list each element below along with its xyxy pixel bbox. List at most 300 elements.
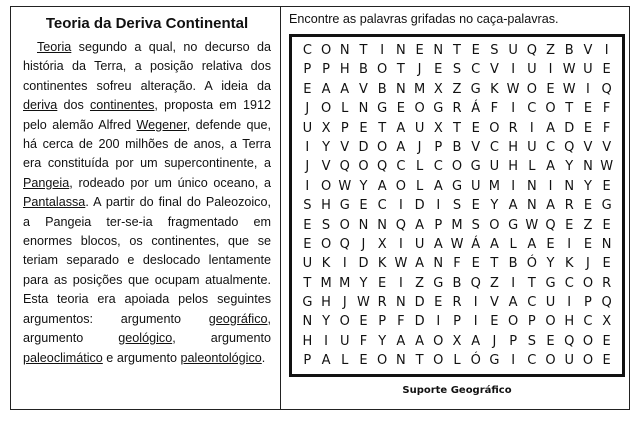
- grid-letter[interactable]: Q: [564, 139, 575, 155]
- grid-letter[interactable]: G: [451, 178, 463, 194]
- text-segment: , rodeado por um único oceano, a: [69, 175, 271, 190]
- grid-letter[interactable]: A: [415, 333, 425, 349]
- grid-letter[interactable]: B: [377, 81, 387, 97]
- grid-letter[interactable]: U: [470, 178, 481, 194]
- grid-letter[interactable]: I: [511, 101, 516, 117]
- grid-letter[interactable]: H: [339, 62, 350, 78]
- grid-letter[interactable]: A: [433, 178, 443, 194]
- grid-letter[interactable]: I: [324, 333, 328, 349]
- grid-letter[interactable]: Z: [489, 275, 499, 291]
- grid-letter[interactable]: A: [396, 139, 406, 155]
- grid-letter[interactable]: N: [396, 43, 406, 58]
- grid-letter[interactable]: Q: [526, 43, 537, 58]
- grid-letter[interactable]: R: [377, 295, 387, 311]
- grid-letter[interactable]: N: [433, 43, 444, 58]
- grid-letter[interactable]: V: [340, 139, 350, 155]
- grid-letter[interactable]: G: [302, 295, 313, 311]
- grid-letter[interactable]: A: [546, 120, 555, 136]
- grid-letter[interactable]: Á: [471, 101, 481, 117]
- grid-letter[interactable]: R: [452, 101, 462, 117]
- grid-letter[interactable]: U: [508, 43, 518, 58]
- grid-letter[interactable]: B: [452, 275, 462, 291]
- grid-letter[interactable]: C: [527, 353, 537, 369]
- grid-letter[interactable]: C: [545, 139, 556, 155]
- grid-letter[interactable]: I: [529, 120, 534, 136]
- grid-letter[interactable]: U: [302, 256, 313, 272]
- grid-letter[interactable]: E: [359, 198, 368, 214]
- grid-letter[interactable]: N: [433, 256, 444, 272]
- grid-letter[interactable]: E: [546, 236, 555, 252]
- grid-letter[interactable]: R: [602, 275, 612, 291]
- grid-letter[interactable]: T: [527, 275, 536, 291]
- keyword: Teoria: [37, 40, 72, 54]
- grid-letter[interactable]: J: [305, 101, 310, 117]
- grid-letter[interactable]: Y: [378, 333, 387, 349]
- grid-letter[interactable]: R: [508, 120, 518, 136]
- grid-letter[interactable]: E: [583, 236, 593, 252]
- grid-letter[interactable]: W: [600, 159, 614, 175]
- grid-letter[interactable]: O: [545, 353, 556, 369]
- grid-letter[interactable]: N: [564, 178, 575, 194]
- grid-letter[interactable]: A: [527, 236, 537, 252]
- grid-letter[interactable]: U: [414, 120, 425, 136]
- grid-letter[interactable]: S: [452, 198, 462, 214]
- grid-letter[interactable]: N: [396, 353, 406, 369]
- grid-letter[interactable]: I: [548, 178, 553, 194]
- grid-letter[interactable]: O: [320, 236, 332, 252]
- caption: Suporte Geográfico: [402, 385, 512, 396]
- grid-letter[interactable]: E: [303, 217, 312, 233]
- grid-letter[interactable]: G: [601, 198, 612, 214]
- grid-letter[interactable]: U: [414, 236, 425, 252]
- grid-letter[interactable]: O: [507, 314, 519, 330]
- grid-letter[interactable]: N: [377, 217, 388, 233]
- grid-letter[interactable]: I: [473, 295, 478, 311]
- grid-letter[interactable]: P: [303, 62, 312, 78]
- worksheet-frame: [10, 6, 630, 410]
- grid-letter[interactable]: E: [359, 120, 368, 136]
- grid-letter[interactable]: O: [582, 353, 594, 369]
- grid-letter[interactable]: O: [395, 178, 406, 194]
- grid-letter[interactable]: T: [396, 62, 405, 78]
- grid-letter[interactable]: O: [377, 353, 388, 369]
- grid-letter[interactable]: O: [526, 81, 537, 97]
- grid-letter[interactable]: I: [567, 295, 572, 311]
- grid-letter[interactable]: A: [321, 81, 331, 97]
- text-panel: [11, 7, 281, 409]
- grid-letter[interactable]: A: [508, 198, 518, 214]
- grid-letter[interactable]: E: [471, 256, 480, 272]
- grid-letter[interactable]: J: [417, 62, 422, 78]
- grid-letter[interactable]: A: [433, 236, 443, 252]
- grid-letter[interactable]: Q: [470, 275, 481, 291]
- grid-letter[interactable]: L: [341, 353, 349, 369]
- grid-letter[interactable]: H: [564, 314, 575, 330]
- grid-letter[interactable]: O: [489, 120, 500, 136]
- grid-letter[interactable]: W: [450, 236, 464, 252]
- grid-letter[interactable]: W: [338, 178, 352, 194]
- grid-letter[interactable]: O: [320, 178, 332, 194]
- grid-letter[interactable]: P: [453, 314, 461, 330]
- grid-letter[interactable]: N: [358, 101, 369, 117]
- grid-letter[interactable]: I: [305, 178, 310, 194]
- grid-letter[interactable]: M: [339, 275, 351, 291]
- grid-letter[interactable]: P: [340, 120, 349, 136]
- grid-letter[interactable]: T: [490, 256, 499, 272]
- grid-letter[interactable]: X: [321, 120, 331, 136]
- grid-letter[interactable]: N: [583, 159, 593, 175]
- grid-letter[interactable]: G: [433, 275, 444, 291]
- grid-letter[interactable]: B: [508, 256, 518, 272]
- grid-letter[interactable]: E: [602, 217, 611, 233]
- grid-letter[interactable]: A: [377, 178, 387, 194]
- grid-letter[interactable]: P: [434, 139, 443, 155]
- grid-letter[interactable]: N: [302, 314, 313, 330]
- grid-letter[interactable]: G: [433, 101, 444, 117]
- grid-letter[interactable]: E: [565, 217, 574, 233]
- grid-letter[interactable]: E: [602, 178, 611, 194]
- grid-letter[interactable]: B: [564, 43, 574, 58]
- grid-letter[interactable]: B: [452, 139, 462, 155]
- grid-letter[interactable]: Z: [452, 81, 462, 97]
- grid-letter[interactable]: E: [602, 353, 611, 369]
- grid-letter[interactable]: D: [414, 198, 425, 214]
- grid-letter[interactable]: S: [490, 43, 499, 58]
- grid-letter[interactable]: Q: [339, 159, 350, 175]
- grid-letter[interactable]: E: [434, 62, 443, 78]
- keyword: Wegener: [136, 117, 187, 132]
- grid-letter[interactable]: T: [453, 43, 461, 58]
- word-search-board: [289, 34, 625, 377]
- grid-letter[interactable]: J: [586, 256, 590, 272]
- grid-letter[interactable]: M: [488, 178, 500, 194]
- grid-letter[interactable]: A: [546, 159, 555, 175]
- grid-letter[interactable]: O: [451, 159, 463, 175]
- grid-letter[interactable]: G: [545, 275, 556, 291]
- grid-letter[interactable]: Q: [377, 159, 388, 175]
- grid-letter[interactable]: N: [396, 81, 406, 97]
- grid-letter[interactable]: H: [321, 198, 331, 214]
- grid-letter[interactable]: C: [564, 275, 574, 291]
- grid-letter[interactable]: W: [562, 62, 576, 78]
- grid-letter[interactable]: O: [489, 217, 500, 233]
- grid-letter[interactable]: X: [433, 120, 443, 136]
- grid-letter[interactable]: E: [471, 198, 480, 214]
- grid-letter[interactable]: V: [321, 159, 331, 175]
- grid-letter[interactable]: C: [527, 101, 537, 117]
- grid-letter[interactable]: I: [511, 353, 516, 369]
- grid-letter[interactable]: C: [583, 314, 593, 330]
- grid-letter[interactable]: T: [303, 275, 312, 291]
- grid-letter[interactable]: Q: [601, 81, 612, 97]
- grid-letter[interactable]: A: [508, 295, 518, 311]
- grid-letter[interactable]: O: [320, 43, 332, 58]
- grid-letter[interactable]: J: [342, 295, 347, 311]
- grid-letter[interactable]: X: [433, 81, 443, 97]
- grid-letter[interactable]: T: [378, 120, 387, 136]
- grid-letter[interactable]: K: [321, 256, 331, 272]
- grid-letter[interactable]: I: [511, 62, 516, 78]
- grid-letter[interactable]: Q: [545, 217, 556, 233]
- grid-letter[interactable]: Ó: [470, 353, 481, 369]
- grid-letter[interactable]: F: [490, 101, 499, 117]
- grid-letter[interactable]: P: [527, 314, 536, 330]
- grid-letter[interactable]: C: [527, 295, 537, 311]
- grid-letter[interactable]: I: [511, 275, 516, 291]
- grid-letter[interactable]: J: [305, 159, 310, 175]
- grid-letter[interactable]: M: [451, 217, 463, 233]
- grid-letter[interactable]: V: [489, 62, 499, 78]
- grid-letter[interactable]: T: [565, 101, 574, 117]
- grid-letter[interactable]: C: [377, 198, 387, 214]
- grid-letter[interactable]: W: [394, 256, 408, 272]
- grid-letter[interactable]: X: [377, 236, 387, 252]
- grid-letter[interactable]: I: [567, 236, 572, 252]
- grid-letter[interactable]: I: [398, 198, 403, 214]
- grid-letter[interactable]: E: [490, 314, 499, 330]
- grid-letter[interactable]: D: [414, 314, 425, 330]
- grid-letter[interactable]: G: [470, 81, 481, 97]
- grid-letter[interactable]: V: [602, 139, 612, 155]
- grid-letter[interactable]: H: [508, 159, 518, 175]
- grid-letter[interactable]: A: [396, 333, 406, 349]
- grid-letter[interactable]: S: [527, 333, 536, 349]
- grid-letter[interactable]: D: [414, 295, 425, 311]
- grid-letter[interactable]: T: [359, 43, 368, 58]
- grid-letter[interactable]: V: [359, 81, 368, 97]
- grid-letter[interactable]: A: [546, 198, 555, 214]
- grid-letter[interactable]: T: [415, 353, 424, 369]
- grid-letter[interactable]: P: [378, 314, 387, 330]
- grid-letter[interactable]: C: [302, 43, 312, 58]
- grid-letter[interactable]: E: [396, 101, 405, 117]
- grid-letter[interactable]: G: [339, 198, 350, 214]
- grid-letter[interactable]: X: [452, 333, 462, 349]
- grid-letter[interactable]: Y: [322, 139, 331, 155]
- grid-letter[interactable]: S: [303, 198, 312, 214]
- grid-letter[interactable]: O: [433, 353, 444, 369]
- grid-letter[interactable]: R: [564, 198, 574, 214]
- grid-letter[interactable]: A: [321, 353, 331, 369]
- grid-letter[interactable]: C: [489, 139, 499, 155]
- grid-letter[interactable]: I: [511, 178, 516, 194]
- grid-letter[interactable]: A: [489, 236, 499, 252]
- grid-letter[interactable]: O: [582, 275, 594, 291]
- grid-letter[interactable]: N: [396, 295, 406, 311]
- grid-letter[interactable]: A: [415, 217, 425, 233]
- grid-letter[interactable]: U: [527, 139, 537, 155]
- grid-letter[interactable]: W: [525, 217, 539, 233]
- grid-letter[interactable]: E: [602, 333, 611, 349]
- grid-letter[interactable]: E: [583, 101, 593, 117]
- grid-letter[interactable]: A: [396, 120, 406, 136]
- grid-letter[interactable]: L: [341, 101, 349, 117]
- grid-letter[interactable]: Á: [471, 236, 481, 252]
- grid-letter[interactable]: L: [415, 178, 424, 194]
- grid-letter[interactable]: Z: [546, 43, 555, 58]
- grid-letter[interactable]: I: [380, 43, 385, 58]
- grid-letter[interactable]: E: [359, 353, 368, 369]
- grid-letter[interactable]: E: [434, 295, 443, 311]
- grid-letter[interactable]: E: [602, 256, 611, 272]
- grid-letter[interactable]: K: [377, 256, 387, 272]
- grid-letter[interactable]: E: [602, 62, 611, 78]
- grid-letter[interactable]: O: [377, 62, 388, 78]
- grid-letter[interactable]: M: [413, 81, 426, 97]
- grid-letter[interactable]: U: [527, 62, 537, 78]
- grid-letter[interactable]: Q: [395, 217, 406, 233]
- grid-letter[interactable]: H: [321, 295, 331, 311]
- grid-letter[interactable]: I: [398, 275, 403, 291]
- grid-letter[interactable]: U: [564, 353, 574, 369]
- grid-letter[interactable]: O: [377, 139, 388, 155]
- panel-title: Teoria da Deriva Continental: [45, 15, 249, 32]
- grid-letter[interactable]: E: [583, 120, 593, 136]
- grid-letter[interactable]: W: [562, 81, 576, 97]
- grid-letter[interactable]: O: [582, 333, 594, 349]
- grid-letter[interactable]: A: [340, 81, 350, 97]
- grid-letter[interactable]: J: [417, 139, 422, 155]
- grid-letter[interactable]: Y: [322, 314, 331, 330]
- grid-letter[interactable]: Q: [564, 333, 575, 349]
- grid-letter[interactable]: E: [546, 333, 555, 349]
- grid-letter[interactable]: L: [528, 159, 536, 175]
- grid-letter[interactable]: D: [358, 256, 369, 272]
- grid-letter[interactable]: X: [602, 314, 612, 330]
- grid-letter[interactable]: O: [545, 314, 556, 330]
- grid-letter[interactable]: E: [546, 81, 555, 97]
- grid-letter[interactable]: Ó: [526, 256, 537, 272]
- grid-letter[interactable]: C: [396, 159, 406, 175]
- grid-letter[interactable]: K: [490, 81, 499, 97]
- grid-letter[interactable]: A: [471, 333, 481, 349]
- grid-letter[interactable]: O: [414, 101, 425, 117]
- grid-letter[interactable]: N: [358, 217, 369, 233]
- grid-letter[interactable]: J: [361, 236, 366, 252]
- theory-paragraph: [23, 38, 271, 368]
- grid-letter[interactable]: U: [545, 295, 556, 311]
- grid-letter[interactable]: Y: [359, 178, 368, 194]
- grid-letter[interactable]: O: [433, 333, 444, 349]
- grid-letter[interactable]: O: [339, 314, 350, 330]
- grid-letter[interactable]: V: [471, 139, 481, 155]
- grid-letter[interactable]: Y: [583, 178, 592, 194]
- grid-letter[interactable]: G: [377, 101, 388, 117]
- grid-letter[interactable]: V: [583, 43, 593, 58]
- grid-letter[interactable]: Q: [339, 236, 350, 252]
- grid-letter[interactable]: V: [583, 139, 593, 155]
- grid-letter[interactable]: U: [302, 120, 313, 136]
- grid-letter[interactable]: P: [584, 295, 592, 311]
- grid-letter[interactable]: F: [359, 333, 368, 349]
- grid-letter[interactable]: B: [359, 62, 368, 78]
- grid-letter[interactable]: N: [526, 178, 537, 194]
- grid-letter[interactable]: S: [471, 217, 480, 233]
- grid-letter[interactable]: L: [453, 353, 461, 369]
- grid-letter[interactable]: O: [339, 217, 350, 233]
- keyword: geológico: [118, 331, 173, 346]
- grid-letter[interactable]: C: [471, 62, 481, 78]
- grid-letter[interactable]: N: [339, 43, 350, 58]
- grid-letter[interactable]: L: [509, 236, 517, 252]
- grid-letter[interactable]: I: [473, 314, 478, 330]
- grid-letter[interactable]: O: [320, 101, 332, 117]
- grid-letter[interactable]: Y: [546, 256, 555, 272]
- grid-letter[interactable]: I: [342, 256, 347, 272]
- grid-letter[interactable]: W: [357, 295, 370, 311]
- grid-letter[interactable]: I: [604, 43, 609, 58]
- grid-letter[interactable]: P: [303, 353, 312, 369]
- grid-letter[interactable]: L: [415, 159, 424, 175]
- grid-letter[interactable]: E: [359, 314, 368, 330]
- grid-letter[interactable]: G: [508, 217, 519, 233]
- grid-letter[interactable]: S: [321, 217, 331, 233]
- grid-letter[interactable]: O: [358, 159, 369, 175]
- grid-letter[interactable]: Q: [601, 295, 612, 311]
- grid-letter[interactable]: G: [470, 159, 481, 175]
- grid-letter[interactable]: J: [492, 333, 497, 349]
- grid-letter[interactable]: E: [303, 81, 312, 97]
- grid-letter[interactable]: I: [436, 314, 441, 330]
- grid-letter[interactable]: D: [358, 139, 369, 155]
- grid-letter[interactable]: F: [602, 120, 611, 136]
- grid-letter[interactable]: Z: [583, 217, 593, 233]
- grid-letter[interactable]: G: [489, 353, 500, 369]
- grid-letter[interactable]: I: [398, 236, 403, 252]
- grid-letter[interactable]: T: [453, 120, 461, 136]
- grid-letter[interactable]: E: [303, 236, 312, 252]
- grid-letter[interactable]: P: [322, 62, 330, 78]
- grid-letter[interactable]: O: [545, 101, 556, 117]
- grid-letter[interactable]: E: [583, 198, 593, 214]
- grid-letter[interactable]: P: [434, 217, 443, 233]
- grid-letter[interactable]: D: [564, 120, 575, 136]
- keyword: continentes: [89, 98, 155, 113]
- grid-letter[interactable]: E: [378, 275, 387, 291]
- grid-letter[interactable]: U: [583, 62, 593, 78]
- grid-letter[interactable]: N: [526, 198, 537, 214]
- grid-letter[interactable]: N: [601, 236, 612, 252]
- grid-letter[interactable]: V: [489, 295, 499, 311]
- grid-letter[interactable]: I: [436, 198, 441, 214]
- grid-letter[interactable]: F: [397, 314, 405, 330]
- grid-letter[interactable]: Y: [490, 198, 499, 214]
- grid-letter[interactable]: Z: [415, 275, 425, 291]
- grid-letter[interactable]: Y: [359, 275, 368, 291]
- grid-letter[interactable]: E: [471, 43, 480, 58]
- grid-letter[interactable]: H: [302, 333, 313, 349]
- grid-letter[interactable]: W: [506, 81, 520, 97]
- grid-letter[interactable]: U: [340, 333, 350, 349]
- grid-letter[interactable]: F: [602, 101, 611, 117]
- grid-letter[interactable]: U: [489, 159, 500, 175]
- grid-letter[interactable]: S: [452, 62, 462, 78]
- grid-letter[interactable]: C: [433, 159, 443, 175]
- grid-letter[interactable]: P: [509, 333, 518, 349]
- grid-letter[interactable]: E: [415, 43, 424, 58]
- grid-letter[interactable]: F: [453, 256, 461, 272]
- grid-letter[interactable]: A: [415, 256, 425, 272]
- grid-letter[interactable]: I: [305, 139, 310, 155]
- grid-letter[interactable]: E: [471, 120, 480, 136]
- grid-letter[interactable]: H: [508, 139, 518, 155]
- grid-letter[interactable]: Y: [565, 159, 574, 175]
- grid-letter[interactable]: M: [320, 275, 332, 291]
- grid-letter[interactable]: I: [548, 62, 553, 78]
- grid-letter[interactable]: I: [586, 81, 590, 97]
- grid-letter[interactable]: R: [452, 295, 462, 311]
- grid-letter[interactable]: K: [564, 256, 574, 272]
